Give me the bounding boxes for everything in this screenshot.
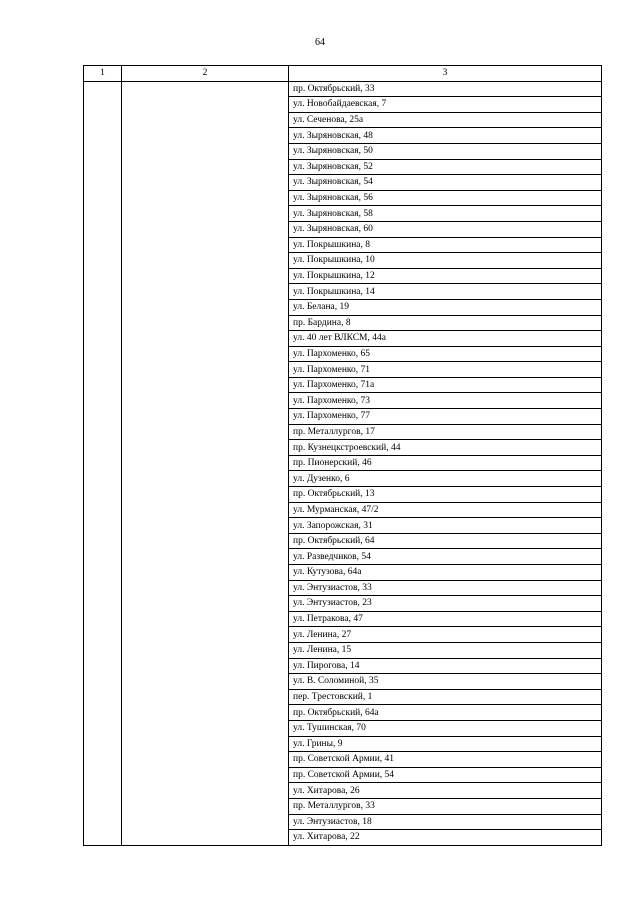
address-cell: ул. Энтузиастов, 33 xyxy=(289,580,602,596)
address-cell: ул. Зыряновская, 56 xyxy=(289,190,602,206)
address-cell: ул. Пархоменко, 71 xyxy=(289,362,602,378)
address-cell: ул. В. Соломиной, 35 xyxy=(289,674,602,690)
address-cell: пр. Кузнецкстроевский, 44 xyxy=(289,440,602,456)
address-cell: пр. Октябрьский, 64 xyxy=(289,533,602,549)
address-cell: ул. Петракова, 47 xyxy=(289,611,602,627)
address-cell: ул. Покрышкина, 10 xyxy=(289,253,602,269)
address-cell: пр. Советской Армии, 41 xyxy=(289,752,602,768)
page-number: 64 xyxy=(315,37,325,48)
address-cell: ул. Хитарова, 26 xyxy=(289,783,602,799)
address-cell: пр. Октябрьский, 33 xyxy=(289,81,602,97)
address-cell: ул. Грины, 9 xyxy=(289,736,602,752)
table-body xyxy=(84,81,602,845)
address-cell: ул. Кутузова, 64а xyxy=(289,565,602,581)
address-cell: пр. Советской Армии, 54 xyxy=(289,767,602,783)
address-cell: ул. Дузенко, 6 xyxy=(289,471,602,487)
address-cell: пр. Октябрьский, 13 xyxy=(289,487,602,503)
address-cell: пр. Октябрьский, 64а xyxy=(289,705,602,721)
header-row xyxy=(84,66,602,82)
address-cell: ул. Зыряновская, 48 xyxy=(289,128,602,144)
address-cell: ул. Пирогова, 14 xyxy=(289,658,602,674)
address-cell: пр. Пионерский, 46 xyxy=(289,455,602,471)
address-cell: ул. Зыряновская, 50 xyxy=(289,143,602,159)
address-cell: ул. Ленина, 27 xyxy=(289,627,602,643)
col-2-cell xyxy=(122,81,289,845)
address-cell: ул. Покрышкина, 14 xyxy=(289,284,602,300)
header-col-3: 3 xyxy=(289,66,602,82)
address-cell: ул. Пархоменко, 73 xyxy=(289,393,602,409)
address-cell: ул. Зыряновская, 54 xyxy=(289,175,602,191)
address-table xyxy=(83,65,602,846)
address-cell: ул. Мурманская, 47/2 xyxy=(289,502,602,518)
address-cell: ул. Энтузиастов, 18 xyxy=(289,814,602,830)
table-row xyxy=(84,81,602,97)
header-col-2: 2 xyxy=(122,66,289,82)
header-col-1: 1 xyxy=(84,66,122,82)
address-cell: пр. Металлургов, 33 xyxy=(289,798,602,814)
address-cell: ул. Покрышкина, 8 xyxy=(289,237,602,253)
address-cell: ул. Сеченова, 25а xyxy=(289,112,602,128)
address-cell: ул. Ленина, 15 xyxy=(289,642,602,658)
address-cell: ул. Пархоменко, 77 xyxy=(289,409,602,425)
address-cell: ул. Разведчиков, 54 xyxy=(289,549,602,565)
address-cell: ул. Зыряновская, 60 xyxy=(289,221,602,237)
address-cell: ул. Запорожская, 31 xyxy=(289,518,602,534)
address-cell: ул. 40 лет ВЛКСМ, 44а xyxy=(289,331,602,347)
address-cell: ул. Тушинская, 70 xyxy=(289,720,602,736)
address-cell: ул. Пархоменко, 65 xyxy=(289,346,602,362)
address-cell: ул. Пархоменко, 71а xyxy=(289,377,602,393)
address-cell: ул. Белана, 19 xyxy=(289,299,602,315)
address-cell: ул. Новобайдаевская, 7 xyxy=(289,97,602,113)
address-cell: ул. Энтузиастов, 23 xyxy=(289,596,602,612)
address-cell: ул. Хитарова, 22 xyxy=(289,830,602,846)
col-1-cell xyxy=(84,81,122,845)
address-cell: ул. Покрышкина, 12 xyxy=(289,268,602,284)
address-cell: ул. Зыряновская, 58 xyxy=(289,206,602,222)
address-cell: пр. Бардина, 8 xyxy=(289,315,602,331)
address-cell: ул. Зыряновская, 52 xyxy=(289,159,602,175)
address-cell: пр. Металлургов, 17 xyxy=(289,424,602,440)
address-cell: пер. Трестовский, 1 xyxy=(289,689,602,705)
